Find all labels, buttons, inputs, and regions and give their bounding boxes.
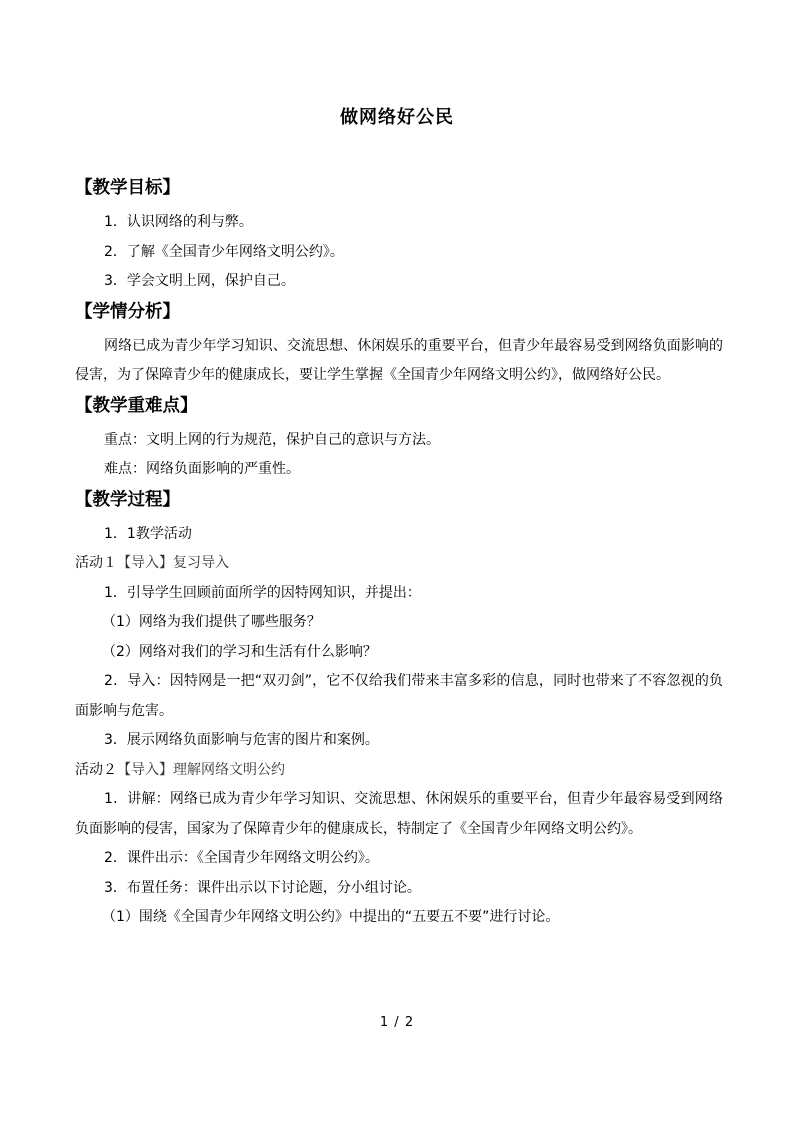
activity-2-question-1: （1）围绕《全国青少年网络文明公约》中提出的“五要五不要”进行讨论。 [102, 909, 560, 925]
objective-item-2: 2．了解《全国青少年网络文明公约》。 [104, 243, 344, 260]
section-heading-keypoints: 【教学重难点】 [75, 395, 198, 416]
analysis-paragraph: 网络已成为青少年学习知识、交流思想、休闲娱乐的重要平台，但青少年最容易受到网络负面影响的侵害，为了保障青少年的健康成长，要让学生掌握《全国青少年网络文明公约》，做网络好公民。 [75, 337, 723, 383]
document-title: 做网络好公民 [340, 107, 454, 128]
activity-2-item-2: 2．课件出示：《全国青少年网络文明公约》。 [104, 850, 379, 866]
activity-1-question-2: （2）网络对我们的学习和生活有什么影响？ [102, 643, 377, 660]
objective-item-1: 1．认识网络的利与弊。 [104, 214, 253, 230]
section-heading-analysis: 【学情分析】 [75, 301, 180, 322]
objective-item-3: 3．学会文明上网，保护自己。 [104, 273, 295, 289]
activity-1-item-1: 1．引导学生回顾前面所学的因特网知识，并提出： [104, 584, 421, 601]
document-body [75, 173, 725, 933]
section-heading-objectives: 【教学目标】 [75, 178, 180, 198]
keypoint-focus: 重点：文明上网的行为规范，保护自己的意识与方法。 [104, 431, 440, 448]
process-subheading: 1．1教学活动 [104, 525, 192, 542]
activity-1-item-3: 3．展示网络负面影响与危害的图片和案例。 [104, 732, 379, 748]
keypoint-difficulty: 难点：网络负面影响的严重性。 [104, 461, 300, 477]
activity-2-tag: 【导入】理解网络文明公约 [117, 761, 285, 778]
page-number: 1 / 2 [379, 1015, 415, 1030]
activity-2-prefix: 活动２ [75, 761, 117, 778]
activity-1-prefix: 活动１ [75, 555, 117, 571]
section-heading-process: 【教学过程】 [75, 489, 180, 510]
activity-1-tag: 【导入】复习导入 [117, 555, 229, 571]
activity-1-question-1: （1）网络为我们提供了哪些服务？ [102, 614, 321, 630]
activity-2-item-1: 1．讲解：网络已成为青少年学习知识、交流思想、休闲娱乐的重要平台，但青少年最容易受到网络负面影响的侵害，国家为了保障青少年的健康成长，特制定了《全国青少年网络文明公约》。 [75, 791, 723, 837]
activity-1-item-2: 2．导入：因特网是一把“双刃剑”，它不仅给我们带来丰富多彩的信息，同时也带来了不容忽视的负面影响与危害。 [75, 673, 723, 719]
activity-1-title [75, 549, 725, 579]
activity-2-title [75, 756, 725, 786]
activity-2-item-3: 3．布置任务：课件出示以下讨论题，分小组讨论。 [104, 879, 421, 896]
